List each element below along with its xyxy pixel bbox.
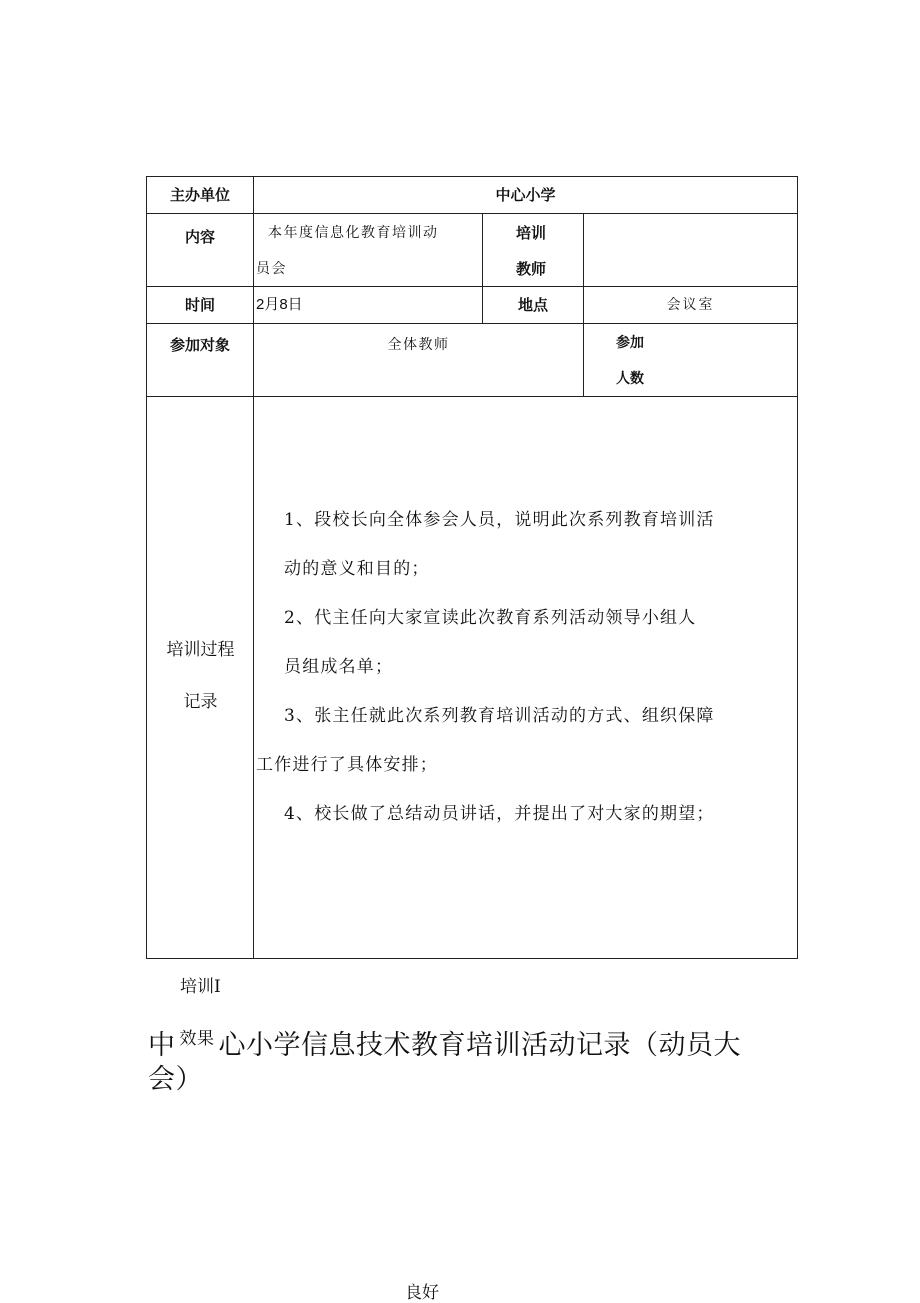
record-line-4: 员组成名单；: [284, 657, 394, 677]
organizer-label: 主办单位: [147, 177, 254, 214]
record-line-1: 1、段校长向全体参会人员，说明此次系列教育培训活: [284, 510, 715, 530]
time-label: 时间: [147, 287, 254, 324]
record-line-2: 动的意义和目的；: [284, 559, 430, 579]
record-line-5: 3、张主任就此次系列教育培训活动的方式、组织保障: [284, 706, 715, 726]
record-label-line1: 培训过程: [166, 640, 235, 660]
title-rest: 心小学信息技术教育培训活动记录（动员大: [218, 1030, 741, 1061]
content-value-line2: 员会: [256, 261, 287, 277]
trainer-label: [483, 214, 584, 287]
effect-sub-label: 效果: [179, 1029, 215, 1049]
content-value: [254, 214, 483, 287]
record-label-line2: 记录: [183, 692, 218, 712]
training-record-table: [146, 176, 798, 959]
audience-label: 参加对象: [147, 324, 254, 397]
content-label: 内容: [147, 214, 254, 287]
record-line-6: 工作进行了具体安排；: [256, 755, 438, 775]
record-line-7: 4、校长做了总结动员讲话，并提出了对大家的期望；: [284, 804, 715, 824]
count-label-line2: 人数: [616, 371, 644, 387]
effect-label: 培训I: [180, 977, 221, 997]
audience-value: 全体教师: [254, 324, 584, 397]
content-value-line1: 本年度信息化教育培训动: [268, 225, 439, 241]
count-cell: [584, 324, 798, 397]
trainer-label-line2: 教师: [516, 260, 547, 278]
title-line2: 会）: [148, 1064, 203, 1095]
time-value: 2月8日: [254, 287, 483, 324]
record-label-cell: [147, 397, 254, 959]
document-title: [148, 1022, 741, 1097]
record-content-cell: [254, 397, 798, 959]
count-label-line1: 参加: [616, 335, 644, 351]
organizer-value: 中心小学: [254, 177, 798, 214]
effect-value: 良好: [405, 1283, 439, 1303]
place-label: 地点: [483, 287, 584, 324]
title-first-char: 中: [148, 1030, 176, 1061]
trainer-value: [584, 214, 798, 287]
place-value: 会议室: [584, 287, 798, 324]
record-line-3: 2、代主任向大家宣读此次教育系列活动领导小组人: [284, 608, 697, 628]
trainer-label-line1: 培训: [516, 224, 547, 242]
